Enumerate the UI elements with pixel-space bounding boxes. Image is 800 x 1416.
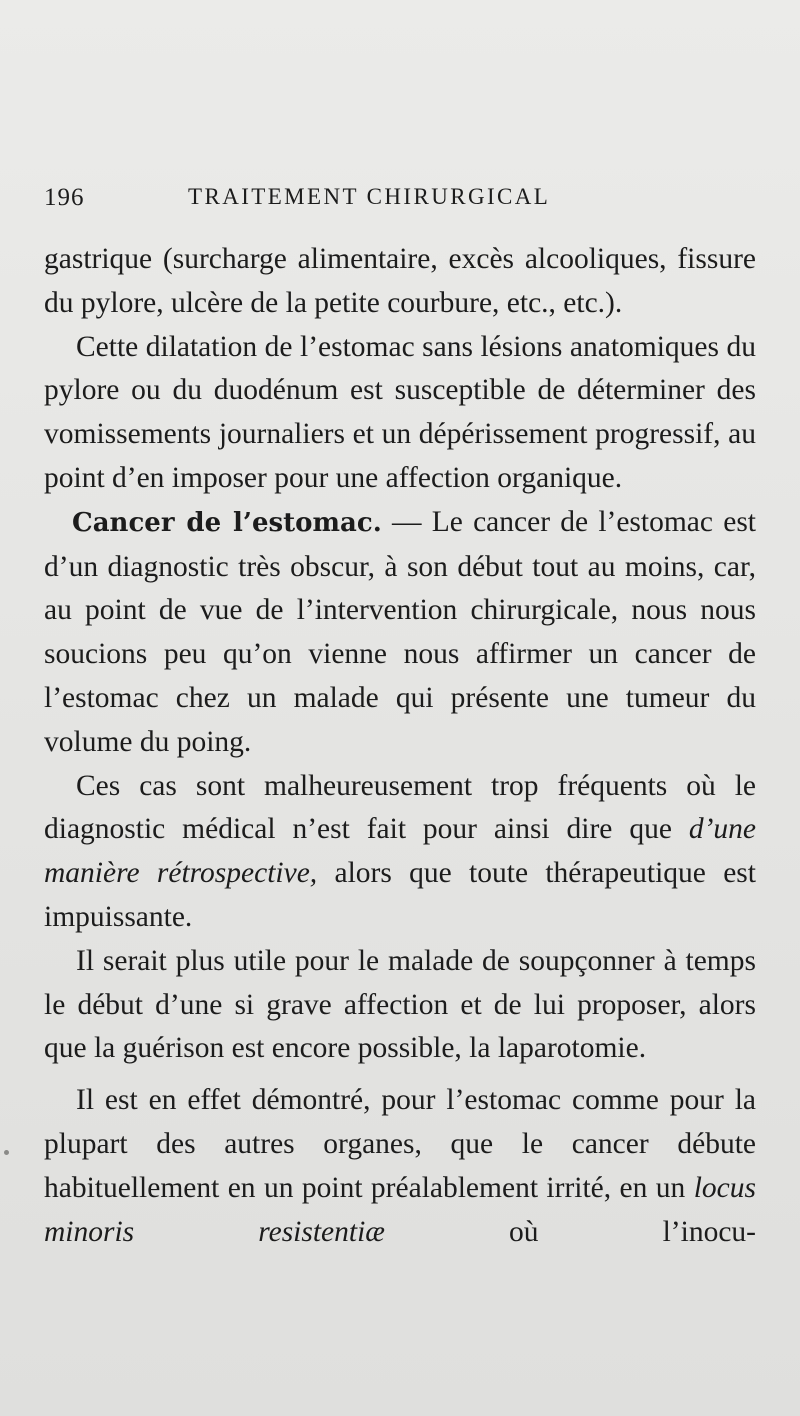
paragraph-suspicion: Il serait plus utile pour le malade de soupçonner à temps le début d’une si grave affection et de lui proposer, alors que la guérison est encore possible, la laparotomie. — [44, 944, 756, 1065]
paragraph-origin — [44, 1079, 756, 1254]
paragraph-dilatation: Cette dilatation de l’estomac sans lésions anatomiques du pylore ou du duodénum est susceptible de déterminer des vomissements journaliers et un dépérissement progressif, au point d’en imposer pour une affection organique. — [44, 330, 756, 494]
paragraph-cancer — [44, 501, 756, 765]
paragraph-origin-italic: locus minoris resistentiæ — [44, 1171, 756, 1248]
running-title: TRAITEMENT CHIRURGICAL — [188, 184, 551, 209]
paragraph-origin-text-a: Il est en effet démontré, pour l’estomac comme pour la plupart des autres organes, que le cancer débute habituellement en un point préalablement irrité, en un — [44, 1084, 756, 1204]
section-heading-cancer: Cancer de l’estomac. — [72, 507, 382, 538]
paragraph-cases — [44, 765, 756, 940]
paragraph-cases-italic: d’une manière rétrospective, — [44, 813, 756, 890]
paragraph-continuation: gastrique (surcharge alimentaire, excès alcooliques, fissure du pylore, ulcère de la petite courbure, etc., etc.). — [44, 243, 756, 319]
margin-speck — [4, 1150, 9, 1155]
paragraph-origin-text-b: où l’inocu- — [384, 1215, 756, 1248]
body-text — [44, 238, 756, 1254]
running-head — [44, 184, 764, 220]
paragraph-cancer-text: — Le cancer de l’estomac est d’un diagnostic très obscur, à son début tout au moins, car, au point de vue de l’intervention chirurgicale, nous nous soucions peu qu’on vienne nous affirmer un cancer de l’estomac chez un malade qui présente une tumeur du volume du poing. — [44, 505, 756, 758]
paragraph-cases-text-b: alors que toute thérapeutique est impuissante. — [44, 857, 756, 933]
paragraph-cases-text-a: Ces cas sont malheureusement trop fréquents où le diagnostic médical n’est fait pour ainsi dire que — [44, 769, 756, 846]
page-number: 196 — [44, 184, 85, 211]
